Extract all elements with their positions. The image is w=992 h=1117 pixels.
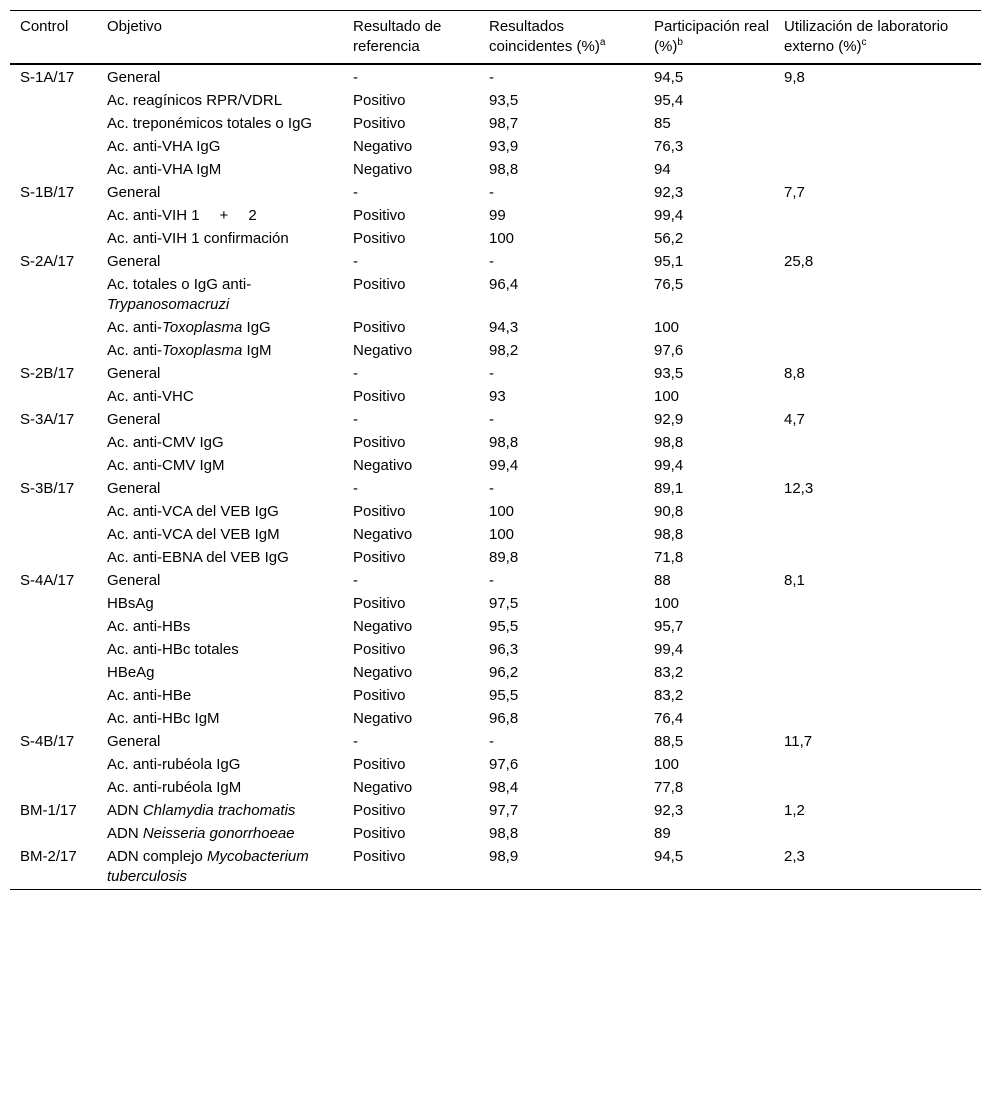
cell-objetivo: Ac. anti-VIH 1 confirmación xyxy=(107,230,289,247)
cell-referencia: - xyxy=(353,733,358,750)
cell-referencia: Positivo xyxy=(353,230,406,247)
cell-control xyxy=(10,662,97,685)
cell-participacion: 83,2 xyxy=(654,687,684,704)
cell-participacion: 99,4 xyxy=(654,641,684,658)
cell-objetivo: ADN complejo Mycobacterium tuberculosis xyxy=(107,848,309,885)
cell-coincidentes: 99 xyxy=(489,207,506,224)
cell-objetivo: General xyxy=(107,411,161,428)
cell-externo xyxy=(774,340,981,363)
cell-coincidentes: - xyxy=(489,480,494,497)
cell-participacion: 89,1 xyxy=(654,480,684,497)
table-row xyxy=(10,251,981,274)
cell-externo xyxy=(774,593,981,616)
cell-objetivo: Ac. reagínicos RPR/VDRL xyxy=(107,92,283,109)
cell-participacion: 88,5 xyxy=(654,733,684,750)
cell-control: S-2A/17 xyxy=(20,253,75,270)
table-row xyxy=(10,593,981,616)
cell-externo xyxy=(774,455,981,478)
header-externo: Utilización de laboratorio externo (%)$^c$ xyxy=(784,18,949,55)
cell-referencia: Positivo xyxy=(353,207,406,224)
cell-control xyxy=(10,639,97,662)
table-row xyxy=(10,478,981,501)
cell-objetivo: Ac. anti-HBe xyxy=(107,687,192,704)
header-referencia: Resultado de referencia xyxy=(353,18,442,55)
cell-referencia: Positivo xyxy=(353,595,406,612)
cell-externo xyxy=(774,317,981,340)
cell-referencia: Positivo xyxy=(353,802,406,819)
cell-referencia: Negativo xyxy=(353,457,413,474)
table-row xyxy=(10,639,981,662)
cell-objetivo: Ac. totales o IgG anti-Trypanosomacruzi xyxy=(107,276,252,313)
cell-coincidentes: 98,4 xyxy=(489,779,519,796)
cell-externo xyxy=(774,90,981,113)
cell-coincidentes: 100 xyxy=(489,230,515,247)
cell-objetivo: General xyxy=(107,572,161,589)
cell-referencia: Negativo xyxy=(353,618,413,635)
table-row xyxy=(10,708,981,731)
cell-coincidentes: 95,5 xyxy=(489,687,519,704)
table-row xyxy=(10,800,981,823)
results-table-container xyxy=(10,10,981,890)
cell-control xyxy=(10,432,97,455)
table-row xyxy=(10,547,981,570)
cell-externo: 12,3 xyxy=(784,480,814,497)
cell-objetivo: Ac. anti-HBc totales xyxy=(107,641,239,658)
cell-participacion: 97,6 xyxy=(654,342,684,359)
cell-control xyxy=(10,685,97,708)
cell-externo: 8,8 xyxy=(784,365,805,382)
cell-externo: 2,3 xyxy=(784,848,805,865)
cell-participacion: 100 xyxy=(654,319,680,336)
cell-participacion: 89 xyxy=(654,825,671,842)
cell-participacion: 85 xyxy=(654,115,671,132)
table-row xyxy=(10,159,981,182)
cell-referencia: - xyxy=(353,365,358,382)
cell-externo: 9,8 xyxy=(784,69,805,86)
cell-externo xyxy=(774,777,981,800)
cell-objetivo: Ac. anti-Toxoplasma IgM xyxy=(107,342,272,359)
cell-participacion: 76,3 xyxy=(654,138,684,155)
table-row xyxy=(10,64,981,90)
cell-control xyxy=(10,340,97,363)
cell-participacion: 71,8 xyxy=(654,549,684,566)
cell-objetivo: General xyxy=(107,733,161,750)
cell-referencia: Negativo xyxy=(353,779,413,796)
cell-participacion: 94,5 xyxy=(654,848,684,865)
table-row xyxy=(10,274,981,317)
cell-externo: 1,2 xyxy=(784,802,805,819)
cell-coincidentes: - xyxy=(489,184,494,201)
table-row xyxy=(10,846,981,890)
cell-control: S-3A/17 xyxy=(20,411,75,428)
cell-control xyxy=(10,616,97,639)
table-row xyxy=(10,363,981,386)
cell-referencia: Positivo xyxy=(353,388,406,405)
cell-referencia: Positivo xyxy=(353,319,406,336)
cell-coincidentes: 98,8 xyxy=(489,434,519,451)
cell-participacion: 77,8 xyxy=(654,779,684,796)
cell-objetivo: Ac. anti-CMV IgG xyxy=(107,434,224,451)
cell-coincidentes: - xyxy=(489,572,494,589)
cell-referencia: - xyxy=(353,69,358,86)
cell-referencia: Positivo xyxy=(353,825,406,842)
table-row xyxy=(10,409,981,432)
cell-participacion: 88 xyxy=(654,572,671,589)
cell-objetivo: Ac. anti-Toxoplasma IgG xyxy=(107,319,271,336)
cell-externo xyxy=(774,685,981,708)
table-row xyxy=(10,501,981,524)
table-row xyxy=(10,616,981,639)
table-row xyxy=(10,90,981,113)
cell-externo: 7,7 xyxy=(784,184,805,201)
table-row xyxy=(10,113,981,136)
cell-coincidentes: 96,8 xyxy=(489,710,519,727)
cell-externo xyxy=(774,274,981,317)
cell-participacion: 100 xyxy=(654,756,680,773)
cell-coincidentes: 98,8 xyxy=(489,161,519,178)
cell-referencia: Positivo xyxy=(353,503,406,520)
cell-coincidentes: 97,5 xyxy=(489,595,519,612)
cell-participacion: 92,9 xyxy=(654,411,684,428)
cell-participacion: 99,4 xyxy=(654,207,684,224)
cell-control xyxy=(10,501,97,524)
cell-coincidentes: 94,3 xyxy=(489,319,519,336)
cell-objetivo: Ac. anti-HBs xyxy=(107,618,191,635)
cell-participacion: 92,3 xyxy=(654,802,684,819)
cell-control: S-1A/17 xyxy=(20,69,75,86)
cell-control: S-3B/17 xyxy=(20,480,75,497)
cell-control xyxy=(10,205,97,228)
cell-referencia: - xyxy=(353,253,358,270)
cell-objetivo: General xyxy=(107,184,161,201)
cell-control: S-4A/17 xyxy=(20,572,75,589)
cell-control xyxy=(10,708,97,731)
cell-referencia: Positivo xyxy=(353,115,406,132)
cell-participacion: 56,2 xyxy=(654,230,684,247)
cell-coincidentes: 95,5 xyxy=(489,618,519,635)
table-row xyxy=(10,754,981,777)
cell-participacion: 92,3 xyxy=(654,184,684,201)
footnote-c: c xyxy=(861,37,867,48)
cell-objetivo: Ac. anti-VCA del VEB IgM xyxy=(107,526,280,543)
cell-externo: 4,7 xyxy=(784,411,805,428)
table-row xyxy=(10,317,981,340)
cell-referencia: - xyxy=(353,184,358,201)
cell-referencia: - xyxy=(353,572,358,589)
cell-objetivo: ADN Chlamydia trachomatis xyxy=(107,802,296,819)
cell-referencia: Positivo xyxy=(353,641,406,658)
table-row xyxy=(10,386,981,409)
cell-control xyxy=(10,159,97,182)
cell-externo xyxy=(774,136,981,159)
cell-control: S-4B/17 xyxy=(20,733,75,750)
cell-participacion: 99,4 xyxy=(654,457,684,474)
cell-referencia: Positivo xyxy=(353,276,406,293)
cell-participacion: 93,5 xyxy=(654,365,684,382)
table-row xyxy=(10,136,981,159)
cell-externo xyxy=(774,159,981,182)
table-row xyxy=(10,570,981,593)
cell-coincidentes: 93 xyxy=(489,388,506,405)
cell-control: BM-2/17 xyxy=(20,848,77,865)
cell-externo xyxy=(774,524,981,547)
cell-objetivo: Ac. treponémicos totales o IgG xyxy=(107,115,313,132)
footnote-b: b xyxy=(677,37,683,48)
table-row xyxy=(10,205,981,228)
cell-participacion: 94,5 xyxy=(654,69,684,86)
cell-objetivo: General xyxy=(107,69,161,86)
cell-objetivo: Ac. anti-VHC xyxy=(107,388,194,405)
cell-externo xyxy=(774,432,981,455)
cell-participacion: 100 xyxy=(654,595,680,612)
cell-referencia: Positivo xyxy=(353,434,406,451)
cell-participacion: 94 xyxy=(654,161,671,178)
cell-participacion: 83,2 xyxy=(654,664,684,681)
cell-participacion: 95,1 xyxy=(654,253,684,270)
cell-referencia: Positivo xyxy=(353,687,406,704)
cell-control xyxy=(10,524,97,547)
cell-externo xyxy=(774,639,981,662)
cell-control xyxy=(10,386,97,409)
cell-control: BM-1/17 xyxy=(20,802,77,819)
cell-referencia: Negativo xyxy=(353,138,413,155)
cell-objetivo: ADN Neisseria gonorrhoeae xyxy=(107,825,295,842)
cell-referencia: Positivo xyxy=(353,549,406,566)
cell-coincidentes: 98,7 xyxy=(489,115,519,132)
cell-objetivo: Ac. anti-VHA IgM xyxy=(107,161,222,178)
cell-coincidentes: 96,4 xyxy=(489,276,519,293)
table-row xyxy=(10,823,981,846)
header-coincidentes: Resultados coincidentes (%)$^a$ xyxy=(489,18,606,55)
cell-control xyxy=(10,754,97,777)
cell-objetivo: Ac. anti-VIH 1 + 2 xyxy=(107,207,257,224)
cell-participacion: 90,8 xyxy=(654,503,684,520)
cell-control: S-1B/17 xyxy=(20,184,75,201)
cell-coincidentes: 99,4 xyxy=(489,457,519,474)
cell-referencia: Negativo xyxy=(353,342,413,359)
cell-coincidentes: - xyxy=(489,253,494,270)
cell-control xyxy=(10,593,97,616)
cell-objetivo: General xyxy=(107,253,161,270)
table-row xyxy=(10,685,981,708)
cell-externo xyxy=(774,228,981,251)
cell-coincidentes: 100 xyxy=(489,526,515,543)
table-header xyxy=(10,11,981,65)
cell-coincidentes: - xyxy=(489,365,494,382)
cell-objetivo: HBeAg xyxy=(107,664,155,681)
cell-participacion: 98,8 xyxy=(654,526,684,543)
cell-control xyxy=(10,823,97,846)
cell-control xyxy=(10,90,97,113)
cell-referencia: Positivo xyxy=(353,756,406,773)
cell-objetivo: Ac. anti-rubéola IgG xyxy=(107,756,241,773)
cell-coincidentes: 98,8 xyxy=(489,825,519,842)
table-row xyxy=(10,662,981,685)
cell-control xyxy=(10,317,97,340)
cell-externo xyxy=(774,386,981,409)
cell-coincidentes: - xyxy=(489,733,494,750)
header-control: Control xyxy=(20,18,69,35)
cell-objetivo: Ac. anti-HBc IgM xyxy=(107,710,220,727)
table-row xyxy=(10,731,981,754)
cell-objetivo: Ac. anti-rubéola IgM xyxy=(107,779,242,796)
cell-referencia: Negativo xyxy=(353,526,413,543)
cell-referencia: Negativo xyxy=(353,710,413,727)
cell-participacion: 98,8 xyxy=(654,434,684,451)
table-row xyxy=(10,182,981,205)
cell-control xyxy=(10,455,97,478)
cell-coincidentes: - xyxy=(489,69,494,86)
cell-objetivo: HBsAg xyxy=(107,595,154,612)
cell-control xyxy=(10,547,97,570)
cell-coincidentes: 97,6 xyxy=(489,756,519,773)
cell-externo: 25,8 xyxy=(784,253,814,270)
table-row xyxy=(10,432,981,455)
footnote-a: a xyxy=(599,37,606,48)
cell-referencia: Negativo xyxy=(353,161,413,178)
table-row xyxy=(10,455,981,478)
cell-objetivo: Ac. anti-VCA del VEB IgG xyxy=(107,503,279,520)
cell-objetivo: Ac. anti-VHA IgG xyxy=(107,138,221,155)
table-row xyxy=(10,228,981,251)
cell-coincidentes: 100 xyxy=(489,503,515,520)
cell-coincidentes: 96,3 xyxy=(489,641,519,658)
cell-coincidentes: 96,2 xyxy=(489,664,519,681)
header-participacion: Participación real (%)$^b$ xyxy=(654,18,770,55)
cell-objetivo: General xyxy=(107,480,161,497)
cell-coincidentes: 98,9 xyxy=(489,848,519,865)
cell-control xyxy=(10,113,97,136)
cell-externo xyxy=(774,113,981,136)
cell-referencia: Positivo xyxy=(353,848,406,865)
cell-coincidentes: 93,5 xyxy=(489,92,519,109)
cell-coincidentes: 98,2 xyxy=(489,342,519,359)
cell-participacion: 95,7 xyxy=(654,618,684,635)
cell-objetivo: General xyxy=(107,365,161,382)
cell-externo xyxy=(774,205,981,228)
table-row xyxy=(10,524,981,547)
cell-control xyxy=(10,274,97,317)
cell-participacion: 76,4 xyxy=(654,710,684,727)
cell-referencia: Negativo xyxy=(353,664,413,681)
cell-coincidentes: 97,7 xyxy=(489,802,519,819)
cell-coincidentes: 89,8 xyxy=(489,549,519,566)
table-row xyxy=(10,777,981,800)
cell-externo xyxy=(774,501,981,524)
cell-coincidentes: 93,9 xyxy=(489,138,519,155)
header-row xyxy=(10,11,981,65)
cell-externo xyxy=(774,708,981,731)
cell-participacion: 100 xyxy=(654,388,680,405)
cell-referencia: - xyxy=(353,480,358,497)
cell-control xyxy=(10,777,97,800)
cell-participacion: 95,4 xyxy=(654,92,684,109)
cell-participacion: 76,5 xyxy=(654,276,684,293)
cell-control: S-2B/17 xyxy=(20,365,75,382)
cell-referencia: Positivo xyxy=(353,92,406,109)
table-row xyxy=(10,340,981,363)
cell-externo: 11,7 xyxy=(784,733,813,750)
cell-coincidentes: - xyxy=(489,411,494,428)
cell-externo xyxy=(774,823,981,846)
cell-objetivo: Ac. anti-EBNA del VEB IgG xyxy=(107,549,289,566)
cell-externo xyxy=(774,547,981,570)
cell-externo xyxy=(774,662,981,685)
table-body xyxy=(10,64,981,890)
cell-externo: 8,1 xyxy=(784,572,805,589)
cell-control xyxy=(10,228,97,251)
cell-externo xyxy=(774,754,981,777)
cell-externo xyxy=(774,616,981,639)
header-objetivo: Objetivo xyxy=(107,18,163,35)
cell-referencia: - xyxy=(353,411,358,428)
results-table xyxy=(10,10,981,890)
cell-control xyxy=(10,136,97,159)
cell-objetivo: Ac. anti-CMV IgM xyxy=(107,457,225,474)
